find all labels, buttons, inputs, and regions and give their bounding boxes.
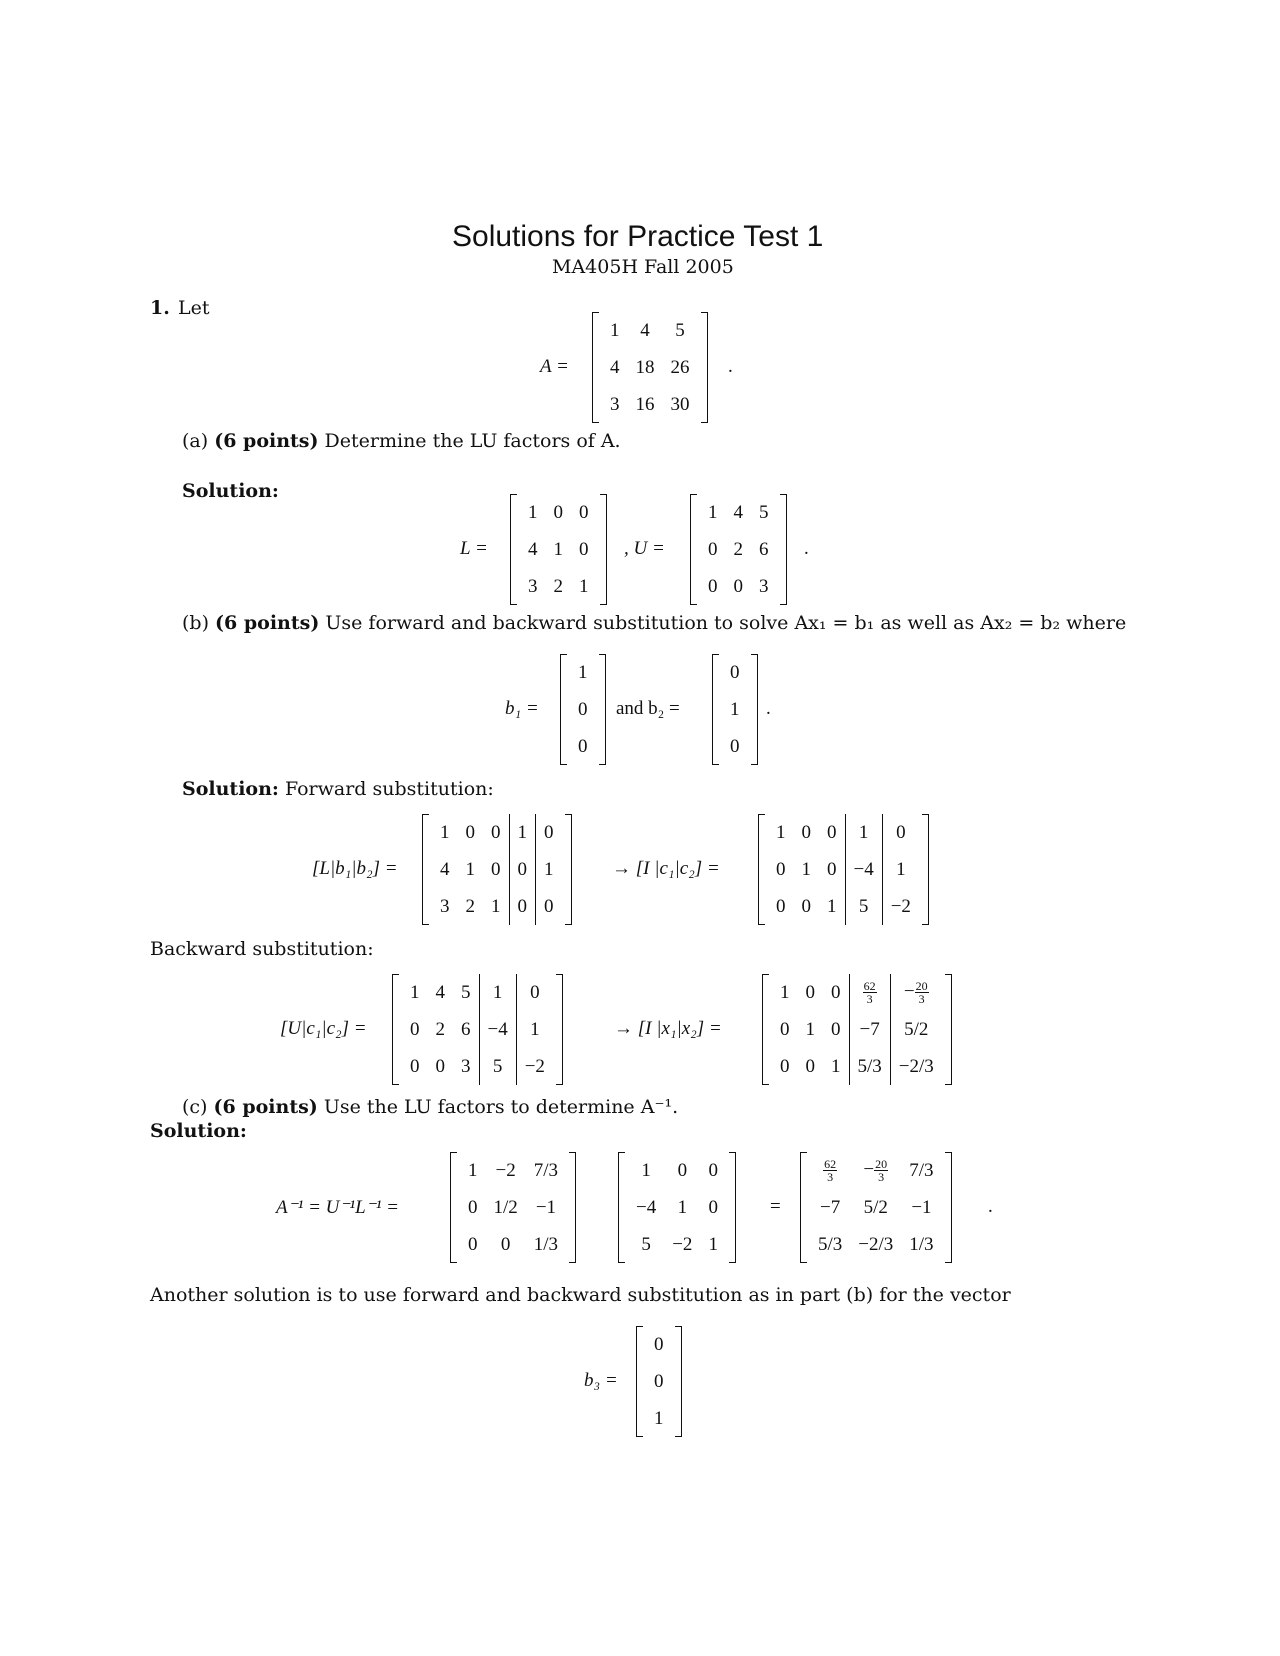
augmented-Lb-matrix-cell: 0 [491, 821, 501, 843]
part-b-text: Use forward and backward substitution to solve Ax₁ = b₁ as well as Ax₂ = b₂ where [325, 612, 1127, 634]
matrix-L-cell: 1 [553, 538, 563, 560]
left-bracket [690, 494, 697, 605]
matrix-A-inverse-cell: $\frac{62}{3}$ [824, 1157, 837, 1184]
augmented-Ic-matrix-cell: −2 [882, 888, 919, 925]
augmented-Lb-matrix-cell: 0 [536, 814, 562, 851]
vector-b2-period: . [766, 698, 771, 719]
part-a-points: (6 points) [214, 430, 319, 452]
matrix-A-period: . [728, 356, 733, 377]
matrix-U-cell: 0 [708, 538, 718, 560]
matrix-A-inverse-row [810, 1189, 942, 1226]
augmented-Ix-matrix-cell: 0 [805, 981, 815, 1003]
left-bracket [762, 974, 769, 1085]
vector-b3 [636, 1326, 682, 1437]
augmented-Ix-matrix-cell: $\frac{62}{3}$ [849, 974, 890, 1011]
augmented-Ic-matrix-cell: 0 [801, 821, 811, 843]
augmented-Uc-matrix [392, 974, 563, 1085]
vector-b3-cell: 1 [654, 1407, 664, 1429]
part-b-points: (6 points) [215, 612, 320, 634]
augmented-Ix-matrix-cell: − $\frac{20}{3}$ [890, 974, 942, 1011]
matrix-U-cell: 1 [708, 501, 718, 523]
matrix-A-row [602, 386, 698, 423]
augmented-Lb-matrix-cell: 4 [440, 858, 450, 880]
augmented-Ic-matrix [758, 814, 929, 925]
matrix-U-inverse-cell: 0 [468, 1233, 478, 1255]
augmented-Lb-matrix-cell: 2 [465, 895, 475, 917]
right-bracket [569, 1152, 576, 1263]
augmented-Uc-matrix-cell: 0 [516, 974, 553, 1011]
part-c-label: (c) [182, 1096, 208, 1118]
augmented-Uc-matrix-row [402, 1011, 553, 1048]
left-bracket [758, 814, 765, 925]
augmented-Ix-matrix-row [772, 974, 942, 1011]
augmented-Uc-matrix-cell: 4 [435, 981, 445, 1003]
matrix-U-inverse-cell: 1 [468, 1159, 478, 1181]
and-b2-label: and b₂ = [616, 698, 680, 719]
matrix-L-inverse-row [628, 1152, 726, 1189]
matrix-L-inverse-cell: −2 [672, 1233, 693, 1255]
augmented-Ic-matrix-row [768, 851, 919, 888]
part-b-solution-label: Solution: [182, 778, 279, 800]
augmented-Ic-matrix-cell: 0 [801, 895, 811, 917]
vector-b1-row [570, 654, 596, 691]
right-bracket [751, 654, 758, 765]
part-a-solution-label: Solution: [182, 480, 279, 502]
page-subtitle: MA405H Fall 2005 [552, 256, 734, 278]
augmented-Ix-matrix-cell: 5/3 [849, 1048, 890, 1085]
augmented-Lb-matrix-cell: 0 [509, 888, 536, 925]
left-bracket [510, 494, 517, 605]
vector-b3-cell: 0 [654, 1333, 664, 1355]
vector-b2-cell: 0 [730, 735, 740, 757]
matrix-A-cell: 18 [635, 356, 655, 378]
vector-b1-cell: 0 [578, 735, 588, 757]
augmented-Lb-matrix [422, 814, 572, 925]
matrix-L-cell: 1 [579, 575, 589, 597]
right-bracket [565, 814, 572, 925]
augmented-Lb-matrix-cell: 0 [491, 858, 501, 880]
matrix-L-cell: 3 [528, 575, 538, 597]
augmented-Lb-matrix-cell: 1 [536, 851, 562, 888]
matrix-A-cell: 26 [670, 356, 690, 378]
part-b-solution [182, 778, 494, 800]
vector-b2-cell: 0 [730, 661, 740, 683]
part-a-text: Determine the LU factors of A. [324, 430, 621, 452]
matrix-A-inverse-cell: −1 [911, 1196, 932, 1218]
augmented-Ic-matrix-row [768, 888, 919, 925]
matrix-A-inverse-cell: − $\frac{20}{3}$ [863, 1157, 888, 1184]
matrix-A-inverse [800, 1152, 952, 1263]
matrix-A-row [602, 312, 698, 349]
matrix-U-inverse-row [460, 1226, 566, 1263]
right-bracket [556, 974, 563, 1085]
matrix-U [690, 494, 787, 605]
matrix-A-inverse-period: . [988, 1196, 993, 1217]
left-bracket [592, 312, 599, 423]
matrix-L-inverse-cell: 1 [677, 1196, 688, 1218]
matrix-L-row [520, 531, 597, 568]
augmented-Lb-matrix-row [432, 851, 562, 888]
left-bracket [618, 1152, 625, 1263]
matrix-U-inverse-row [460, 1152, 566, 1189]
matrix-A-inverse-cell: 5/3 [818, 1233, 843, 1255]
augmented-Ix-matrix-cell: 0 [780, 1018, 790, 1040]
augmented-Ix-matrix [762, 974, 952, 1085]
augmented-Uc-matrix-row [402, 1048, 553, 1085]
matrix-L-inverse-cell: 0 [708, 1159, 718, 1181]
matrix-L-inverse [618, 1152, 736, 1263]
matrix-U-row [700, 494, 777, 531]
backward-substitution-text: Backward substitution: [150, 938, 374, 960]
matrix-U-inverse-cell: 0 [468, 1196, 478, 1218]
matrix-A [592, 312, 708, 423]
matrix-L-inverse-row [628, 1226, 726, 1263]
vector-b1-label: b₁ = [505, 698, 539, 719]
augmented-Ix-matrix-cell: 0 [831, 1018, 841, 1040]
augmented-Ix-matrix-cell: −7 [849, 1011, 890, 1048]
augmented-Lb-matrix-cell: 0 [536, 888, 562, 925]
augmented-Uc-matrix-cell: 1 [410, 981, 420, 1003]
matrix-A-inverse-cell: −7 [820, 1196, 841, 1218]
right-bracket [922, 814, 929, 925]
augmented-Ic-matrix-cell: −4 [845, 851, 882, 888]
matrix-L-row [520, 568, 597, 605]
matrix-U-inverse-cell: −1 [535, 1196, 557, 1218]
augmented-Lb-label: [L|b₁|b₂] = [312, 858, 398, 879]
matrix-A-label: A = [540, 356, 569, 377]
vector-b3-cell: 0 [654, 1370, 664, 1392]
matrix-A-inverse-row [810, 1226, 942, 1263]
matrix-L-label: L = [460, 538, 488, 559]
augmented-Lb-matrix-cell: 3 [440, 895, 450, 917]
left-bracket [450, 1152, 457, 1263]
augmented-Ic-matrix-cell: 1 [882, 851, 919, 888]
question-number: 1. [150, 297, 170, 319]
matrix-U-cell: 0 [733, 575, 743, 597]
matrix-L-inverse-cell: 0 [677, 1159, 688, 1181]
left-bracket [636, 1326, 643, 1437]
augmented-Ic-matrix-cell: 0 [827, 858, 837, 880]
augmented-Uc-matrix-cell: 1 [479, 974, 516, 1011]
part-c-points: (6 points) [213, 1096, 318, 1118]
augmented-Lb-matrix-row [432, 814, 562, 851]
right-bracket [701, 312, 708, 423]
augmented-Lb-matrix-cell: 0 [509, 851, 536, 888]
augmented-Uc-matrix-cell: 5 [479, 1048, 516, 1085]
part-b-label: (b) [182, 612, 209, 634]
augmented-Ic-matrix-cell: 1 [827, 895, 837, 917]
matrix-L-cell: 2 [553, 575, 563, 597]
augmented-Uc-matrix-row [402, 974, 553, 1011]
matrix-L-cell: 0 [553, 501, 563, 523]
augmented-Uc-matrix-cell: 0 [410, 1055, 420, 1077]
part-b-prompt [182, 612, 1126, 634]
matrix-L-inverse-cell: 5 [641, 1233, 651, 1255]
inverse-equals: = [770, 1196, 781, 1217]
augmented-Uc-matrix-cell: 5 [461, 981, 471, 1003]
matrix-U-inverse-cell: 1/2 [493, 1196, 518, 1218]
left-bracket [560, 654, 567, 765]
augmented-Ic-label: → [I |c₁|c₂] = [612, 858, 720, 879]
vector-b1-cell: 0 [578, 698, 588, 720]
matrix-U-period: . [804, 538, 809, 559]
augmented-Lb-matrix-row [432, 888, 562, 925]
part-c-text: Use the LU factors to determine A⁻¹. [323, 1096, 679, 1118]
matrix-L-inverse-row [628, 1189, 726, 1226]
augmented-Ic-matrix-cell: 1 [776, 821, 786, 843]
augmented-Ic-matrix-cell: 0 [882, 814, 919, 851]
augmented-Uc-matrix-cell: 3 [461, 1055, 471, 1077]
left-bracket [392, 974, 399, 1085]
augmented-Uc-matrix-cell: 2 [435, 1018, 445, 1040]
vector-b1-row [570, 728, 596, 765]
augmented-Ic-matrix-cell: 5 [845, 888, 882, 925]
vector-b1 [560, 654, 606, 765]
matrix-U-inverse-row [460, 1189, 566, 1226]
vector-b3-row [646, 1363, 672, 1400]
augmented-Ix-matrix-cell: 0 [831, 981, 841, 1003]
augmented-Uc-matrix-cell: 6 [461, 1018, 471, 1040]
matrix-U-label: , U = [624, 538, 665, 559]
matrix-A-inverse-cell: 1/3 [909, 1233, 934, 1255]
augmented-Ix-matrix-row [772, 1011, 942, 1048]
augmented-Ix-matrix-cell: −2/3 [890, 1048, 942, 1085]
augmented-Ic-matrix-cell: 1 [801, 858, 811, 880]
page-title: Solutions for Practice Test 1 [452, 220, 824, 253]
augmented-Ix-matrix-row [772, 1048, 942, 1085]
matrix-A-inverse-cell: 7/3 [909, 1159, 934, 1181]
augmented-Ix-matrix-cell: 0 [805, 1055, 815, 1077]
part-a-label: (a) [182, 430, 209, 452]
part-c-solution-label: Solution: [150, 1120, 247, 1142]
matrix-U-row [700, 568, 777, 605]
augmented-Uc-matrix-cell: 0 [410, 1018, 420, 1040]
vector-b2-row [722, 691, 748, 728]
matrix-U-cell: 0 [708, 575, 718, 597]
vector-b2-cell: 1 [730, 698, 740, 720]
right-bracket [729, 1152, 736, 1263]
augmented-Lb-matrix-cell: 1 [491, 895, 501, 917]
matrix-A-row [602, 349, 698, 386]
matrix-U-inverse [450, 1152, 576, 1263]
inverse-label: A⁻¹ = U⁻¹L⁻¹ = [276, 1197, 399, 1218]
matrix-U-inverse-cell: 0 [500, 1233, 511, 1255]
matrix-U-inverse-cell: 7/3 [533, 1159, 559, 1181]
matrix-L-row [520, 494, 597, 531]
matrix-A-inverse-row [810, 1152, 942, 1189]
matrix-U-row [700, 531, 777, 568]
matrix-A-inverse-cell: −2/3 [858, 1233, 894, 1255]
left-bracket [712, 654, 719, 765]
augmented-Ix-label: → [I |x₁|x₂] = [614, 1018, 722, 1039]
vector-b3-label: b₃ = [584, 1370, 618, 1391]
vector-b2-row [722, 654, 748, 691]
augmented-Lb-matrix-cell: 1 [465, 858, 475, 880]
matrix-U-cell: 3 [759, 575, 769, 597]
augmented-Ix-matrix-cell: 1 [805, 1018, 815, 1040]
matrix-U-cell: 4 [733, 501, 743, 523]
matrix-L-cell: 0 [579, 538, 589, 560]
augmented-Ic-matrix-row [768, 814, 919, 851]
augmented-Ix-matrix-cell: 5/2 [890, 1011, 942, 1048]
matrix-L [510, 494, 607, 605]
matrix-U-cell: 5 [759, 501, 769, 523]
augmented-Lb-matrix-cell: 0 [465, 821, 475, 843]
another-solution-text: Another solution is to use forward and backward substitution as in part (b) for the vector [150, 1284, 1011, 1306]
matrix-L-cell: 1 [528, 501, 538, 523]
augmented-Ic-matrix-cell: 0 [776, 895, 786, 917]
augmented-Uc-matrix-cell: −2 [516, 1048, 553, 1085]
matrix-U-inverse-cell: 1/3 [533, 1233, 559, 1255]
left-bracket [422, 814, 429, 925]
matrix-A-cell: 3 [610, 393, 620, 415]
vector-b1-row [570, 691, 596, 728]
augmented-Ic-matrix-cell: 1 [845, 814, 882, 851]
right-bracket [600, 494, 607, 605]
matrix-A-cell: 16 [635, 393, 655, 415]
right-bracket [599, 654, 606, 765]
augmented-Ix-matrix-cell: 0 [780, 1055, 790, 1077]
matrix-U-inverse-cell: −2 [495, 1159, 516, 1181]
right-bracket [945, 1152, 952, 1263]
question-intro: Let [178, 297, 210, 319]
vector-b3-row [646, 1326, 672, 1363]
augmented-Uc-matrix-cell: −4 [479, 1011, 516, 1048]
matrix-A-cell: 4 [610, 356, 620, 378]
augmented-Uc-matrix-cell: 1 [516, 1011, 553, 1048]
matrix-A-cell: 4 [640, 319, 650, 341]
vector-b2-row [722, 728, 748, 765]
vector-b3-row [646, 1400, 672, 1437]
augmented-Lb-matrix-cell: 1 [509, 814, 536, 851]
matrix-L-cell: 0 [579, 501, 589, 523]
part-a-prompt [182, 430, 621, 452]
matrix-U-cell: 2 [733, 538, 743, 560]
augmented-Ic-matrix-cell: 0 [776, 858, 786, 880]
matrix-A-cell: 5 [675, 319, 685, 341]
matrix-L-inverse-cell: 1 [708, 1233, 718, 1255]
vector-b2 [712, 654, 758, 765]
augmented-Ic-matrix-cell: 0 [827, 821, 837, 843]
augmented-Ix-matrix-cell: 1 [831, 1055, 841, 1077]
matrix-L-inverse-cell: 0 [708, 1196, 718, 1218]
left-bracket [800, 1152, 807, 1263]
augmented-Ix-matrix-cell: 1 [780, 981, 790, 1003]
forward-substitution-text: Forward substitution: [284, 778, 494, 800]
matrix-L-inverse-cell: −4 [636, 1196, 657, 1218]
augmented-Lb-matrix-cell: 1 [440, 821, 450, 843]
matrix-A-cell: 30 [670, 393, 690, 415]
matrix-A-cell: 1 [610, 319, 620, 341]
matrix-L-inverse-cell: 1 [641, 1159, 651, 1181]
augmented-Uc-label: [U|c₁|c₂] = [280, 1018, 367, 1039]
vector-b1-cell: 1 [578, 661, 588, 683]
right-bracket [675, 1326, 682, 1437]
augmented-Uc-matrix-cell: 0 [435, 1055, 445, 1077]
right-bracket [945, 974, 952, 1085]
matrix-A-inverse-cell: 5/2 [863, 1196, 888, 1218]
matrix-L-cell: 4 [528, 538, 538, 560]
right-bracket [780, 494, 787, 605]
part-c-prompt [182, 1096, 678, 1118]
matrix-U-cell: 6 [759, 538, 769, 560]
